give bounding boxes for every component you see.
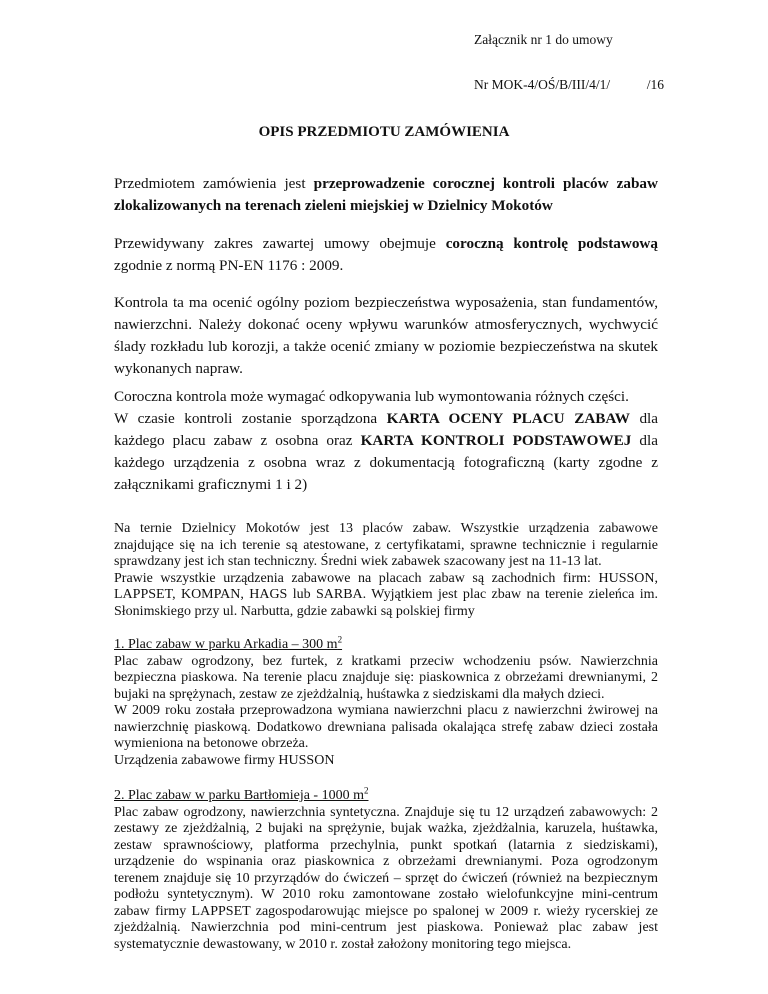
playground-1-description: Plac zabaw ogrodzony, bez furtek, z kratkami przeciw wchodzeniu psów. Nawierzchnia bezpieczna piaskowa. Na terenie placu znajduje się: piaskownica z obrzeżami drewnianymi, 2 bujaki na sprężynach, zestaw ze zjeżdżalnią, huśtawka z siedziskami dla małych dzieci. (114, 653, 658, 702)
intro-text: Przedmiotem zamówienia jest (114, 175, 314, 192)
contract-number-suffix: /16 (646, 77, 664, 92)
playground-1-section (114, 634, 658, 769)
documentation-text1: W czasie kontroli zostanie sporządzona (114, 410, 387, 427)
assessment-text: Kontrola ta ma ocenić ogólny poziom bezpieczeństwa wyposażenia, stan fundamentów, nawierzchni. Należy dokonać oceny wpływu warunków atmosferycznych, wychwycić ślady rozkładu lub korozji, a także ocenić zmiany w poziomie bezpieczeństwa na skutek wykonanych napraw. (114, 294, 658, 377)
contract-number (474, 77, 664, 93)
district-paragraph-2: Prawie wszystkie urządzenia zabawowe na placach zabaw są zachodnich firm: HUSSON, LAPPSET, KOMPAN, HAGS lub SARBA. Wyjątkiem jest plac zbaw na terenie zieleńca im. Słonimskiego przy ul. Narbutta, gdzie zabawki są polskiej firmy (114, 570, 658, 619)
intro-bold: przeprowadzenie corocznej kontroli placów zabaw zlokalizowanych na terenach zieleni miejskiej w Dzielnicy Mokotów (114, 175, 658, 214)
district-paragraph-1: Na ternie Dzielnicy Mokotów jest 13 placów zabaw. Wszystkie urządzenia zabawowe znajdujące się na ich terenie są atestowane, z certyfikatami, sprawne technicznie i regularnie sprawdzany jest ich stan techniczny. Średni wiek zabawek szacowany jest na 11-13 lat. (114, 521, 658, 569)
playground-2-description: Plac zabaw ogrodzony, nawierzchnia syntetyczna. Znajduje się tu 12 urządzeń zabawowych: 2 zestawy ze zjeżdżalnią, 2 bujaki na sprężynie, bujak ważka, zjeżdżalnia, karuzela, huśtawka, zestaw sprawnościowy, platforma przechylnia, punkt spotkań (latarnia z siedziskami), urządzenie do wspinania oraz piaskownica z obrzeżami drewnianymi. Poza ogrodzonym terenem znajduje się 10 przyrządów do ćwiczeń – sprzęt do ćwiczeń (również na bezpiecznym podłożu syntetycznym). W 2010 roku zamontowane zostało wielofunkcyjne mini-centrum zabaw firmy LAPPSET zagospodarowując miejsce po spalonej w 2009 r. wieży rycerskiej ze zjeżdżalnią. Nawierzchnia pod mini-centrum jest piaskowa. Ponieważ plac zabaw jest systematycznie dewastowany, w 2010 r. został założony monitoring tego miejsca. (114, 804, 658, 952)
page-title: OPIS PRZEDMIOTU ZAMÓWIENIA (258, 124, 510, 140)
documentation-text2: dla każdego placu zabaw z osobna oraz (114, 410, 659, 449)
assessment-paragraph (114, 292, 658, 380)
playground-1-manufacturer: Urządzenia zabawowe firmy HUSSON (114, 752, 335, 768)
scope-bold: coroczną kontrolę podstawową (445, 235, 658, 252)
documentation-text3: dla każdego urządzenia z osobna wraz z dokumentacją fotograficzną (karty zgodne z załącznikami graficznymi 1 i 2) (114, 432, 658, 493)
documentation-bold1: KARTA OCENY PLACU ZABAW (386, 410, 630, 427)
contract-number-prefix: Nr MOK-4/OŚ/B/III/4/1/ (474, 77, 611, 92)
scope-text: Przewidywany zakres zawartej umowy obejmuje (114, 235, 446, 252)
scope-paragraph (114, 233, 658, 277)
documentation-paragraph (114, 386, 658, 496)
playground-1-heading: 1. Plac zabaw w parku Arkadia – 300 $m^2$ (114, 634, 343, 652)
playground-2-heading: 2. Plac zabaw w parku Bartłomieja - 1000 $m^2$ (114, 785, 369, 803)
intro-paragraph (114, 173, 658, 217)
documentation-bold2: KARTA KONTROLI PODSTAWOWEJ (360, 432, 632, 449)
documentation-line1: Coroczna kontrola może wymagać odkopywania lub wymontowania różnych części. (114, 388, 629, 405)
annex-label: Załącznik nr 1 do umowy (474, 32, 613, 47)
district-section (114, 521, 658, 620)
playground-1-renovation: W 2009 roku została przeprowadzona wymiana nawierzchni placu z nawierzchni żwirowej na nawierzchnię piaskową. Dodatkowo drewniana palisada okalająca strefę zabaw dzieci została wymieniona na betonowe obrzeża. (114, 703, 658, 751)
playground-2-section (114, 785, 658, 953)
scope-text-end: zgodnie z normą PN-EN 1176 : 2009. (114, 257, 344, 274)
